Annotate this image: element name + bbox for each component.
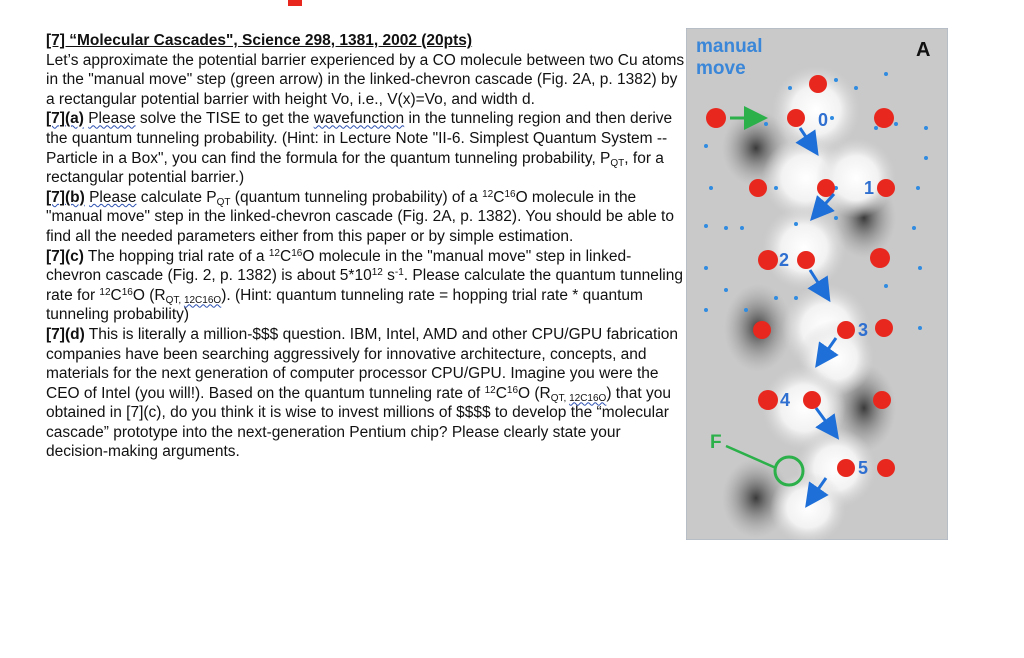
part-c: [7](c) The hopping trial rate of a $^{12}C^{16}O$ molecule in the "manual move" step in linked-chevron cascade (Fig. 2, p. 1382) is about $5*10^{12}$ $s^{-1}$. Please calculate the quantum tunneling rate for $^{12}C^{16}O$ ($R_{QT,}$ $_{12C16O}$). (Hint: quantum tunneling rate = hopping trial rate * quantum tunneling probability) <box>46 247 683 324</box>
part-a: [7](a) Please solve the TISE to get the wavefunction in the tunneling region and then derive the quantum tunneling probability. (Hint: in Lecture Note "II-6. Simplest Quantum System -- Particle in a Box", you can find the formula for the quantum tunneling probability, $P_{QT}$, for a rectangular potential barrier.) <box>46 110 673 187</box>
red-header-mark <box>288 0 302 6</box>
step-number-0: 0 <box>818 110 829 130</box>
step-number-4: 4 <box>780 390 791 410</box>
question-text <box>46 31 686 462</box>
step-number-5: 5 <box>858 458 869 478</box>
part-d: [7](d) This is literally a million-$$$ question. IBM, Intel, AMD and other CPU/GPU fabrication companies have been searching aggressively for innovative architecture, concepts, and materials for the next generation of computer processor CPU/GPU. Imagine you were the CEO of Intel (you will!). Based on the quantum tunneling rate of $^{12}C^{16}O$ ($R_{QT,}$ $_{12C16O}$) that you obtained in [7](c), do you think it is wise to invest millions of $$$$ to develop the “molecular cascade” prototype into the next-generation Pentium chip? Please clearly state your decision-making arguments. <box>46 325 679 461</box>
step-number-2: 2 <box>779 250 790 270</box>
stm-image <box>686 28 948 540</box>
intro-paragraph: Let’s approximate the potential barrier experienced by a CO molecule between two Cu atoms in the "manual move" step (green arrow) in the linked-chevron cascade (Fig. 2A, p. 1382) by a rectangular potential barrier with height Vo, i.e., V(x)=Vo, and width d. <box>46 51 685 108</box>
panel-label: A <box>916 39 931 61</box>
f-label: F <box>710 432 722 453</box>
manual-label-2: move <box>696 58 746 79</box>
part-b: [7](b) Please calculate $P_{QT}$ (quantum tunneling probability) of a $^{12}C^{16}O$ molecule in the "manual move" step in the linked-chevron cascade (Fig. 2A, p. 1382). You should be able to find all the needed parameters either from this paper or by simple estimation. <box>46 188 674 245</box>
part-c-label: [7](c) <box>46 247 84 265</box>
part-a-label: [7](a) <box>46 110 84 128</box>
question-title: [7] “Molecular Cascades", Science 298, 1381, 2002 (20pts) <box>46 32 473 49</box>
stm-figure <box>686 28 948 540</box>
step-number-3: 3 <box>858 320 869 340</box>
manual-label-1: manual <box>696 36 763 57</box>
step-number-1: 1 <box>864 178 875 198</box>
part-d-label: [7](d) <box>46 325 85 343</box>
part-b-label: [7](b) <box>46 188 85 206</box>
